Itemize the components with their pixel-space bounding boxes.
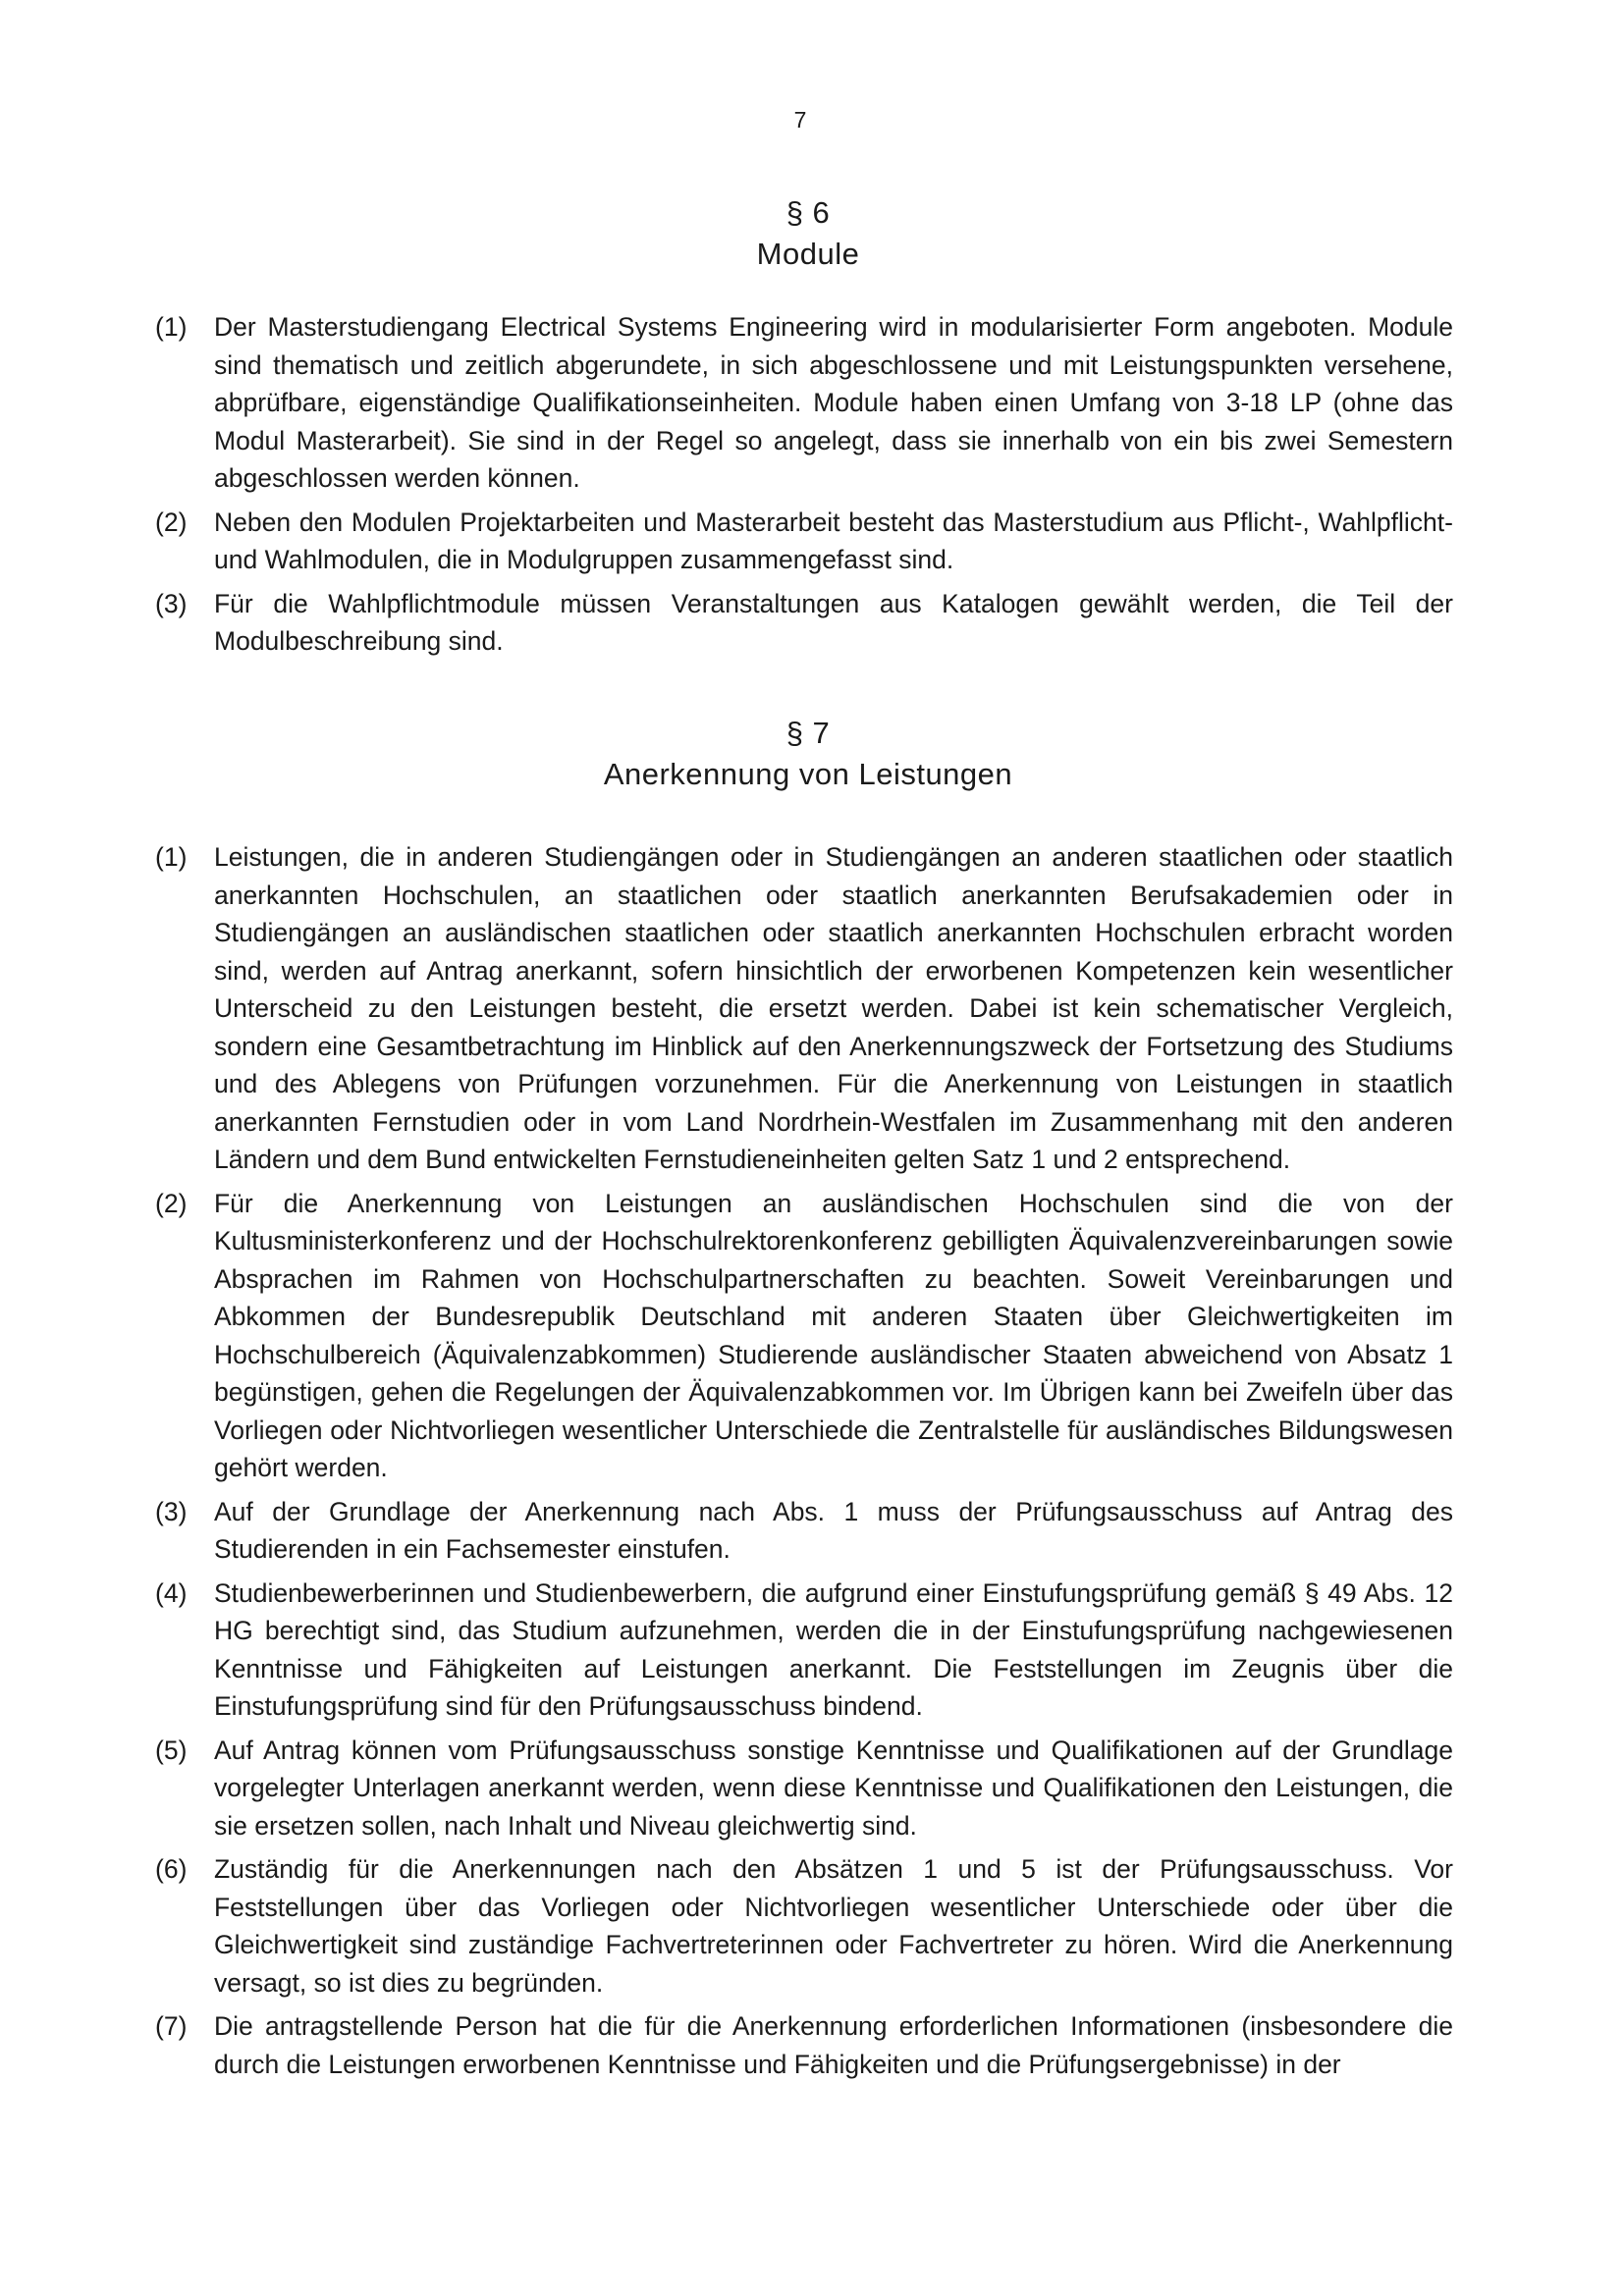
paragraph-text: Für die Anerkennung von Leistungen an ausländischen Hochschulen sind die von der Kultusministerkonferenz und der Hochschulrektorenkonferenz gebilligten Äquivalenzvereinbarungen sowie Absprachen im Rahmen von Hochschulpartnerschaften zu beachten. Soweit Vereinbarungen und Abkommen der Bundesrepublik Deutschland mit anderen Staaten über Gleichwertigkeiten im Hochschulbereich (Äquivalenzabkommen) Studierende ausländischer Staaten abweichend von Absatz 1 begünstigen, gehen die Regelungen der Äquivalenzabkommen vor. Im Übrigen kann bei Zweifeln über das Vorliegen oder Nichtvorliegen wesentlicher Unterschiede die Zentralstelle für ausländisches Bildungswesen gehört werden. <box>214 1188 1453 1482</box>
paragraph-text: Leistungen, die in anderen Studiengängen oder in Studiengängen an anderen staatlichen oder staatlich anerkannten Hochschulen, an staatlichen oder staatlich anerkannten Berufsakademien oder in Studiengängen an ausländischen staatlichen oder staatlich anerkannten Hochschulen erbracht worden sind, werden auf Antrag anerkannt, sofern hinsichtlich der erworbenen Kompetenzen kein wesentlicher Unterscheid zu den Leistungen besteht, die ersetzt werden. Dabei ist kein schematischer Vergleich, sondern eine Gesamtbetrachtung im Hinblick auf den Anerkennungszweck der Fortsetzung des Studiums und des Ablegens von Prüfungen vorzunehmen. Für die Anerkennung von Leistungen in staatlich anerkannten Fernstudien oder in vom Land Nordrhein-Westfalen im Zusammenhang mit den anderen Ländern und dem Bund entwickelten Fernstudieneinheiten gelten Satz 1 und 2 entsprechend. <box>214 842 1453 1174</box>
section-symbol: § 6 <box>785 195 831 230</box>
paragraph-text: Neben den Modulen Projektarbeiten und Masterarbeit besteht das Masterstudium aus Pflicht-, Wahlpflicht- und Wahlmodulen, die in Modulgruppen zusammengefasst sind. <box>214 507 1453 574</box>
paragraph <box>147 585 1453 661</box>
paragraph <box>147 838 1453 1179</box>
paragraph <box>147 1493 1453 1569</box>
paragraph <box>147 1732 1453 1845</box>
page-number: 7 <box>793 107 807 133</box>
paragraph-text: Der Masterstudiengang Electrical Systems Engineering wird in modularisierter Form angeboten. Module sind thematisch und zeitlich abgerundete, in sich abgeschlossene und mit Leistungspunkten versehene, abprüfbare, eigenständige Qualifikationseinheiten. Module haben einen Umfang von 3-18 LP (ohne das Modul Masterarbeit). Sie sind in der Regel so angelegt, dass sie innerhalb von ein bis zwei Semestern abgeschlossen werden können. <box>214 312 1453 493</box>
paragraph-number: (4) <box>155 1577 188 1608</box>
paragraph-text: Auf der Grundlage der Anerkennung nach Abs. 1 muss der Prüfungsausschuss auf Antrag des Studierenden in ein Fachsemester einstufen. <box>214 1496 1453 1564</box>
section-title: Anerkennung von Leistungen <box>603 757 1013 791</box>
paragraph-text: Studienbewerberinnen und Studienbewerbern, die aufgrund einer Einstufungsprüfung gemäß § 49 Abs. 12 HG berechtigt sind, das Studium aufzunehmen, werden die in der Einstufungsprüfung nachgewiesenen Kenntnisse und Fähigkeiten auf Leistungen anerkannt. Die Feststellungen im Zeugnis über die Einstufungsprüfung sind für den Prüfungsausschuss bindend. <box>214 1577 1453 1721</box>
paragraph-number: (1) <box>155 842 188 872</box>
paragraph-text: Für die Wahlpflichtmodule müssen Veranstaltungen aus Katalogen gewählt werden, die Teil der Modulbeschreibung sind. <box>214 588 1453 656</box>
paragraph-text: Zuständig für die Anerkennungen nach den Absätzen 1 und 5 ist der Prüfungsausschuss. Vor Feststellungen über das Vorliegen oder Nichtvorliegen wesentlicher Unterschiede oder über die Gleichwertigkeit sind zuständige Fachvertreterinnen oder Fachvertreter zu hören. Wird die Anerkennung versagt, so ist dies zu begründen. <box>214 1854 1453 1998</box>
paragraph-number: (5) <box>155 1735 188 1765</box>
section-title: Module <box>756 237 860 271</box>
paragraph-number: (2) <box>155 1188 188 1218</box>
section-symbol: § 7 <box>785 716 831 750</box>
paragraph-text: Auf Antrag können vom Prüfungsausschuss sonstige Kenntnisse und Qualifikationen auf der Grundlage vorgelegter Unterlagen anerkannt werden, wenn diese Kenntnisse und Qualifikationen den Leistungen, die sie ersetzen sollen, nach Inhalt und Niveau gleichwertig sind. <box>214 1735 1453 1841</box>
paragraph <box>147 308 1453 498</box>
section-6-module <box>147 192 1453 667</box>
section-7-anerkennung <box>147 713 1453 2089</box>
paragraph-list <box>147 308 1453 661</box>
paragraph <box>147 504 1453 579</box>
paragraph-number: (7) <box>155 2011 188 2041</box>
paragraph <box>147 1575 1453 1726</box>
paragraph <box>147 1850 1453 2002</box>
paragraph-number: (1) <box>155 312 188 342</box>
paragraph-list <box>147 838 1453 2083</box>
paragraph-number: (2) <box>155 507 188 537</box>
paragraph-number: (3) <box>155 1496 188 1526</box>
paragraph-text: Die antragstellende Person hat die für die Anerkennung erforderlichen Informationen (insbesondere die durch die Leistungen erworbenen Kenntnisse und Fähigkeiten und die Prüfungsergebnisse) in der <box>214 2011 1453 2079</box>
paragraph <box>147 2007 1453 2083</box>
paragraph-number: (6) <box>155 1854 188 1884</box>
paragraph-number: (3) <box>155 588 188 618</box>
paragraph <box>147 1185 1453 1487</box>
